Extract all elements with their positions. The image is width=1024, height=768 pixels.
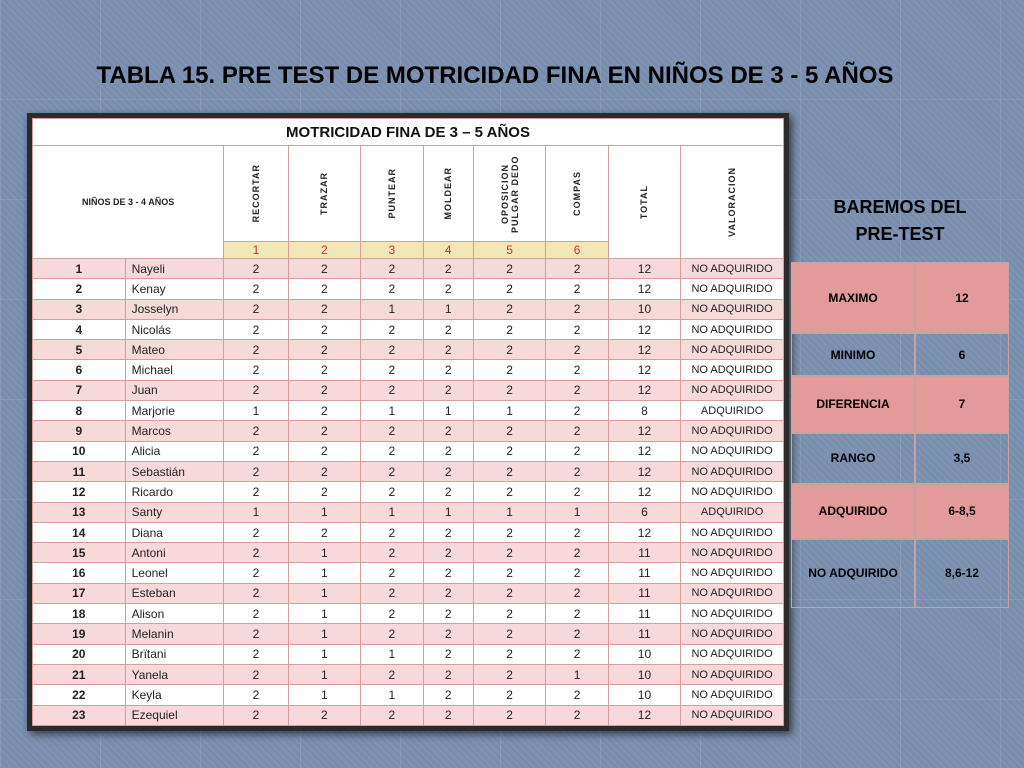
score-cell: 2 [423, 543, 473, 563]
total-cell: 12 [608, 522, 680, 542]
valoracion-cell: NO ADQUIRIDO [681, 441, 784, 461]
score-cell: 1 [423, 502, 473, 522]
valoracion-cell: NO ADQUIRIDO [681, 421, 784, 441]
valoracion-cell: NO ADQUIRIDO [681, 604, 784, 624]
total-cell: 12 [608, 482, 680, 502]
child-name: Michael [125, 360, 224, 380]
row-number: 5 [33, 340, 126, 360]
table-row [33, 705, 784, 725]
baremos-value: 12 [915, 262, 1009, 333]
table-row [33, 482, 784, 502]
score-cell: 2 [361, 543, 423, 563]
child-name: Mateo [125, 340, 224, 360]
baremos-title-line2: PRE-TEST [855, 224, 945, 244]
baremos-label: DIFERENCIA [791, 376, 915, 433]
valoracion-cell: NO ADQUIRIDO [681, 543, 784, 563]
score-cell: 2 [473, 340, 545, 360]
table-row [33, 421, 784, 441]
total-header: TOTAL [608, 146, 680, 259]
score-cell: 2 [224, 543, 288, 563]
score-cell: 1 [361, 401, 423, 421]
baremos-title-line1: BAREMOS DEL [833, 197, 967, 217]
score-cell: 1 [288, 624, 360, 644]
row-number: 22 [33, 685, 126, 705]
row-number: 23 [33, 705, 126, 725]
score-cell: 2 [423, 461, 473, 481]
baremos-row [791, 433, 1009, 484]
total-cell: 12 [608, 421, 680, 441]
score-cell: 2 [473, 279, 545, 299]
score-cell: 2 [224, 685, 288, 705]
baremos-row [791, 484, 1009, 539]
score-cell: 1 [423, 401, 473, 421]
score-cell: 2 [546, 461, 608, 481]
score-cell: 1 [288, 583, 360, 603]
score-cell: 2 [288, 441, 360, 461]
table-row [33, 360, 784, 380]
score-cell: 1 [546, 664, 608, 684]
score-cell: 2 [361, 461, 423, 481]
score-cell: 2 [546, 604, 608, 624]
baremos-label: RANGO [791, 433, 915, 484]
row-number: 8 [33, 401, 126, 421]
child-name: Josselyn [125, 299, 224, 319]
baremos-row [791, 333, 1009, 376]
column-header: OPOSICION PULGAR DEDO [473, 146, 545, 242]
score-cell: 2 [546, 340, 608, 360]
column-header: PUNTEAR [361, 146, 423, 242]
row-number: 16 [33, 563, 126, 583]
score-cell: 2 [361, 360, 423, 380]
child-name: Nayeli [125, 259, 224, 279]
score-cell: 2 [288, 522, 360, 542]
score-cell: 2 [473, 522, 545, 542]
column-number: 6 [546, 242, 608, 259]
score-cell: 1 [224, 502, 288, 522]
total-cell: 11 [608, 624, 680, 644]
score-cell: 2 [423, 441, 473, 461]
score-cell: 2 [473, 380, 545, 400]
total-cell: 12 [608, 705, 680, 725]
score-cell: 2 [423, 340, 473, 360]
names-header: NIÑOS DE 3 - 4 AÑOS [33, 146, 224, 259]
child-name: Brïtani [125, 644, 224, 664]
score-cell: 2 [423, 360, 473, 380]
score-cell: 2 [546, 583, 608, 603]
total-cell: 12 [608, 319, 680, 339]
table-row [33, 563, 784, 583]
row-number: 4 [33, 319, 126, 339]
total-cell: 11 [608, 583, 680, 603]
score-cell: 2 [546, 482, 608, 502]
child-name: Leonel [125, 563, 224, 583]
valoracion-cell: NO ADQUIRIDO [681, 279, 784, 299]
child-name: Nicolás [125, 319, 224, 339]
score-cell: 2 [546, 624, 608, 644]
score-cell: 1 [361, 644, 423, 664]
valoracion-cell: NO ADQUIRIDO [681, 583, 784, 603]
total-cell: 10 [608, 644, 680, 664]
baremos-value: 3,5 [915, 433, 1009, 484]
row-number: 13 [33, 502, 126, 522]
score-cell: 2 [224, 380, 288, 400]
score-cell: 1 [288, 685, 360, 705]
score-cell: 2 [423, 319, 473, 339]
column-header: TRAZAR [288, 146, 360, 242]
table-row [33, 583, 784, 603]
child-name: Antoni [125, 543, 224, 563]
score-cell: 2 [546, 543, 608, 563]
table-row [33, 340, 784, 360]
table-row [33, 380, 784, 400]
total-cell: 12 [608, 340, 680, 360]
row-number: 9 [33, 421, 126, 441]
total-cell: 12 [608, 259, 680, 279]
score-cell: 2 [288, 705, 360, 725]
valoracion-cell: NO ADQUIRIDO [681, 624, 784, 644]
valoracion-cell: NO ADQUIRIDO [681, 644, 784, 664]
score-cell: 2 [473, 664, 545, 684]
score-cell: 2 [473, 563, 545, 583]
valoracion-cell: ADQUIRIDO [681, 401, 784, 421]
row-number: 14 [33, 522, 126, 542]
score-cell: 2 [361, 705, 423, 725]
row-number: 20 [33, 644, 126, 664]
child-name: Marcos [125, 421, 224, 441]
score-cell: 2 [473, 583, 545, 603]
table-row [33, 685, 784, 705]
score-cell: 2 [288, 360, 360, 380]
total-cell: 11 [608, 563, 680, 583]
table-row [33, 299, 784, 319]
child-name: Sebastián [125, 461, 224, 481]
score-cell: 2 [473, 644, 545, 664]
score-cell: 2 [473, 441, 545, 461]
table-row [33, 401, 784, 421]
score-cell: 2 [224, 482, 288, 502]
column-header: RECORTAR [224, 146, 288, 242]
score-cell: 1 [288, 563, 360, 583]
score-cell: 2 [423, 522, 473, 542]
column-header: MOLDEAR [423, 146, 473, 242]
results-table-container [32, 118, 784, 726]
score-cell: 2 [473, 482, 545, 502]
score-cell: 2 [288, 380, 360, 400]
score-cell: 2 [473, 259, 545, 279]
score-cell: 2 [288, 461, 360, 481]
baremos-label: MINIMO [791, 333, 915, 376]
child-name: Juan [125, 380, 224, 400]
score-cell: 2 [473, 604, 545, 624]
valoracion-cell: ADQUIRIDO [681, 502, 784, 522]
score-cell: 2 [423, 482, 473, 502]
table-row [33, 664, 784, 684]
baremos-label: MAXIMO [791, 262, 915, 333]
score-cell: 1 [361, 502, 423, 522]
score-cell: 2 [423, 624, 473, 644]
valoracion-cell: NO ADQUIRIDO [681, 299, 784, 319]
score-cell: 1 [423, 299, 473, 319]
valoracion-cell: NO ADQUIRIDO [681, 380, 784, 400]
score-cell: 2 [361, 604, 423, 624]
table-row [33, 279, 784, 299]
score-cell: 2 [361, 421, 423, 441]
baremos-value: 7 [915, 376, 1009, 433]
score-cell: 2 [288, 401, 360, 421]
score-cell: 2 [546, 685, 608, 705]
column-number: 3 [361, 242, 423, 259]
score-cell: 2 [423, 563, 473, 583]
column-number: 4 [423, 242, 473, 259]
child-name: Melanin [125, 624, 224, 644]
score-cell: 2 [423, 644, 473, 664]
child-name: Kenay [125, 279, 224, 299]
score-cell: 2 [423, 380, 473, 400]
results-table-frame [27, 113, 789, 731]
score-cell: 2 [224, 522, 288, 542]
score-cell: 2 [361, 563, 423, 583]
child-name: Alicia [125, 441, 224, 461]
score-cell: 2 [361, 664, 423, 684]
score-cell: 1 [361, 685, 423, 705]
score-cell: 2 [423, 279, 473, 299]
score-cell: 2 [361, 259, 423, 279]
total-cell: 6 [608, 502, 680, 522]
score-cell: 2 [288, 482, 360, 502]
valoracion-cell: NO ADQUIRIDO [681, 482, 784, 502]
table-row [33, 543, 784, 563]
child-name: Ricardo [125, 482, 224, 502]
score-cell: 2 [546, 360, 608, 380]
score-cell: 2 [546, 401, 608, 421]
row-number: 12 [33, 482, 126, 502]
valoracion-cell: NO ADQUIRIDO [681, 685, 784, 705]
score-cell: 2 [423, 421, 473, 441]
total-cell: 10 [608, 685, 680, 705]
score-cell: 2 [224, 461, 288, 481]
baremos-label: NO ADQUIRIDO [791, 539, 915, 608]
score-cell: 2 [224, 604, 288, 624]
total-cell: 10 [608, 664, 680, 684]
child-name: Alison [125, 604, 224, 624]
score-cell: 2 [423, 685, 473, 705]
valoracion-cell: NO ADQUIRIDO [681, 319, 784, 339]
valoracion-cell: NO ADQUIRIDO [681, 563, 784, 583]
score-cell: 2 [224, 441, 288, 461]
score-cell: 2 [224, 340, 288, 360]
score-cell: 2 [473, 299, 545, 319]
score-cell: 2 [224, 624, 288, 644]
score-cell: 2 [224, 259, 288, 279]
row-number: 3 [33, 299, 126, 319]
score-cell: 2 [361, 380, 423, 400]
score-cell: 2 [224, 664, 288, 684]
score-cell: 2 [361, 624, 423, 644]
row-number: 17 [33, 583, 126, 603]
table-caption: MOTRICIDAD FINA DE 3 – 5 AÑOS [33, 119, 784, 146]
score-cell: 2 [546, 563, 608, 583]
valoracion-cell: NO ADQUIRIDO [681, 340, 784, 360]
score-cell: 2 [546, 319, 608, 339]
baremos-title [790, 194, 1010, 248]
table-row [33, 624, 784, 644]
row-number: 10 [33, 441, 126, 461]
table-row [33, 441, 784, 461]
score-cell: 1 [288, 664, 360, 684]
valoracion-cell: NO ADQUIRIDO [681, 360, 784, 380]
baremos-row [791, 262, 1009, 333]
row-number: 7 [33, 380, 126, 400]
score-cell: 2 [224, 299, 288, 319]
score-cell: 1 [288, 644, 360, 664]
table-row [33, 259, 784, 279]
child-name: Santy [125, 502, 224, 522]
table-row [33, 502, 784, 522]
score-cell: 2 [546, 279, 608, 299]
score-cell: 1 [361, 299, 423, 319]
score-cell: 2 [288, 279, 360, 299]
score-cell: 2 [546, 522, 608, 542]
table-row [33, 522, 784, 542]
score-cell: 2 [473, 705, 545, 725]
score-cell: 2 [423, 259, 473, 279]
results-table [32, 118, 784, 726]
score-cell: 2 [361, 482, 423, 502]
baremos-value: 6-8,5 [915, 484, 1009, 539]
child-name: Yanela [125, 664, 224, 684]
table-row [33, 604, 784, 624]
score-cell: 1 [473, 401, 545, 421]
valoracion-cell: NO ADQUIRIDO [681, 522, 784, 542]
total-cell: 8 [608, 401, 680, 421]
score-cell: 2 [546, 441, 608, 461]
score-cell: 2 [423, 583, 473, 603]
score-cell: 2 [224, 279, 288, 299]
score-cell: 2 [361, 522, 423, 542]
total-cell: 11 [608, 604, 680, 624]
child-name: Esteban [125, 583, 224, 603]
score-cell: 2 [546, 705, 608, 725]
score-cell: 2 [361, 340, 423, 360]
score-cell: 2 [361, 441, 423, 461]
score-cell: 1 [288, 604, 360, 624]
score-cell: 2 [546, 259, 608, 279]
score-cell: 2 [288, 299, 360, 319]
row-number: 18 [33, 604, 126, 624]
baremos-table [791, 262, 1009, 608]
row-number: 6 [33, 360, 126, 380]
row-number: 19 [33, 624, 126, 644]
total-cell: 12 [608, 279, 680, 299]
score-cell: 2 [546, 380, 608, 400]
score-cell: 2 [546, 299, 608, 319]
score-cell: 2 [473, 624, 545, 644]
score-cell: 2 [546, 644, 608, 664]
valoracion-cell: NO ADQUIRIDO [681, 259, 784, 279]
score-cell: 2 [288, 319, 360, 339]
row-number: 2 [33, 279, 126, 299]
valoracion-header: VALORACION [681, 146, 784, 259]
total-cell: 12 [608, 380, 680, 400]
score-cell: 2 [361, 319, 423, 339]
baremos-label: ADQUIRIDO [791, 484, 915, 539]
score-cell: 2 [473, 421, 545, 441]
total-cell: 12 [608, 461, 680, 481]
score-cell: 1 [473, 502, 545, 522]
valoracion-cell: NO ADQUIRIDO [681, 461, 784, 481]
column-number: 5 [473, 242, 545, 259]
score-cell: 2 [288, 259, 360, 279]
score-cell: 2 [546, 421, 608, 441]
score-cell: 2 [423, 604, 473, 624]
valoracion-cell: NO ADQUIRIDO [681, 664, 784, 684]
score-cell: 2 [473, 360, 545, 380]
total-cell: 12 [608, 360, 680, 380]
score-cell: 2 [423, 705, 473, 725]
score-cell: 2 [288, 421, 360, 441]
table-row [33, 461, 784, 481]
score-cell: 2 [423, 664, 473, 684]
baremos-value: 6 [915, 333, 1009, 376]
score-cell: 2 [224, 421, 288, 441]
row-number: 15 [33, 543, 126, 563]
column-number: 1 [224, 242, 288, 259]
slide-title: TABLA 15. PRE TEST DE MOTRICIDAD FINA EN NIÑOS DE 3 - 5 AÑOS [96, 62, 894, 89]
row-number: 1 [33, 259, 126, 279]
score-cell: 2 [224, 705, 288, 725]
total-cell: 11 [608, 543, 680, 563]
table-row [33, 319, 784, 339]
baremos-row [791, 539, 1009, 608]
score-cell: 1 [288, 543, 360, 563]
row-number: 11 [33, 461, 126, 481]
score-cell: 2 [224, 360, 288, 380]
valoracion-cell: NO ADQUIRIDO [681, 705, 784, 725]
column-number: 2 [288, 242, 360, 259]
baremos-value: 8,6-12 [915, 539, 1009, 608]
score-cell: 2 [473, 685, 545, 705]
child-name: Marjorie [125, 401, 224, 421]
baremos-row [791, 376, 1009, 433]
score-cell: 2 [473, 319, 545, 339]
score-cell: 2 [224, 563, 288, 583]
score-cell: 2 [224, 583, 288, 603]
score-cell: 1 [546, 502, 608, 522]
row-number: 21 [33, 664, 126, 684]
score-cell: 2 [473, 461, 545, 481]
child-name: Diana [125, 522, 224, 542]
score-cell: 2 [473, 543, 545, 563]
score-cell: 2 [224, 319, 288, 339]
child-name: Keyla [125, 685, 224, 705]
score-cell: 1 [224, 401, 288, 421]
score-cell: 1 [288, 502, 360, 522]
score-cell: 2 [361, 583, 423, 603]
score-cell: 2 [224, 644, 288, 664]
total-cell: 10 [608, 299, 680, 319]
score-cell: 2 [361, 279, 423, 299]
table-row [33, 644, 784, 664]
child-name: Ezequiel [125, 705, 224, 725]
score-cell: 2 [288, 340, 360, 360]
total-cell: 12 [608, 441, 680, 461]
column-header: COMPAS [546, 146, 608, 242]
